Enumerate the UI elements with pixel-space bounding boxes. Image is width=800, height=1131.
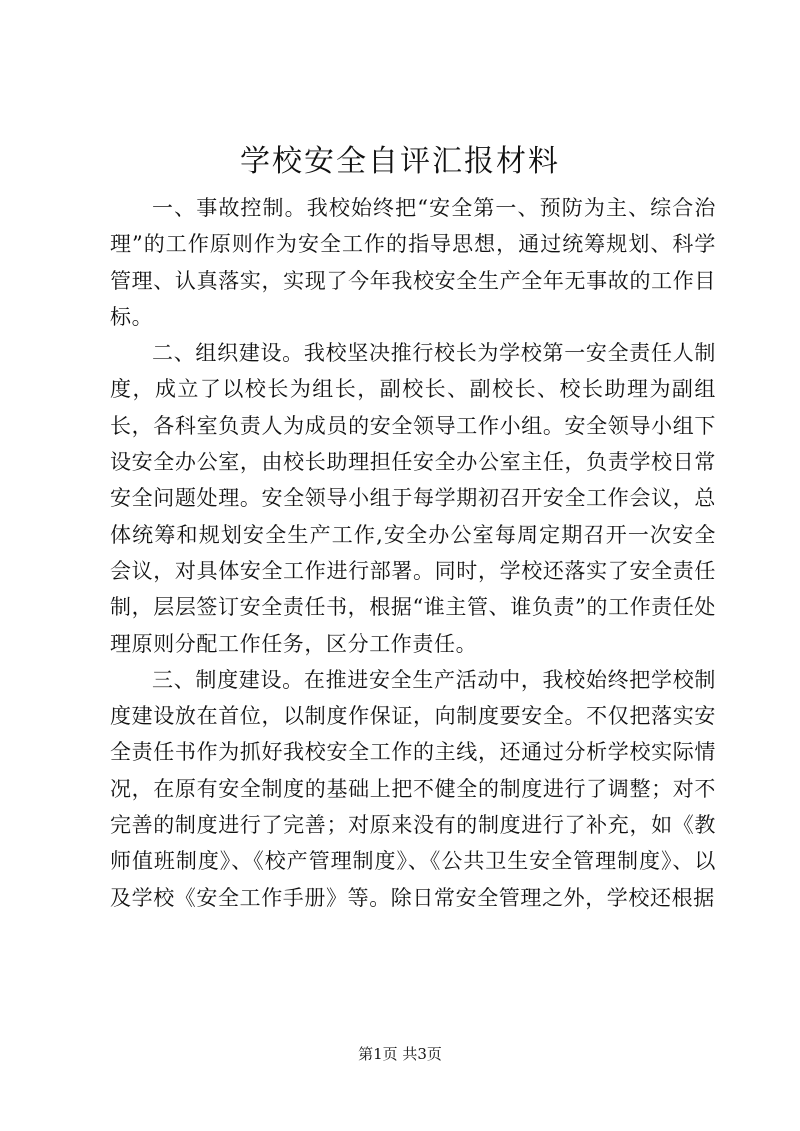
document-title: 学校安全自评汇报材料 [240,144,560,179]
document-body [110,190,716,916]
paragraph-system-building: 三、制度建设。在推进安全生产活动中，我校始终把学校制度建设放在首位，以制度作保证，向制度要安全。不仅把落实安全责任书作为抓好我校安全工作的主线，还通过分析学校实际情况，在原有安全制度的基础上把不健全的制度进行了调整；对不完善的制度进行了完善；对原来没有的制度进行了补充，如《教师值班制度》、《校产管理制度》、《公共卫生安全管理制度》、以及学校《安全工作手册》等。除日常安全管理之外，学校还根据 [110,667,716,910]
paragraph-accident-control: 一、事故控制。我校始终把“安全第一、预防为主、综合治理”的工作原则作为安全工作的指导思想，通过统筹规划、科学管理、认真落实，实现了今年我校安全生产全年无事故的工作目标。 [110,196,716,329]
paragraph-organization: 二、组织建设。我校坚决推行校长为学校第一安全责任人制度，成立了以校长为组长，副校长、副校长、校长助理为副组长，各科室负责人为成员的安全领导工作小组。安全领导小组下设安全办公室，由校长助理担任安全办公室主任，负责学校日常安全问题处理。安全领导小组于每学期初召开安全工作会议，总体统筹和规划安全生产工作,安全办公室每周定期召开一次安全会议，对具体安全工作进行部署。同时，学校还落实了安全责任制，层层签订安全责任书，根据“谁主管、谁负责”的工作责任处理原则分配工作任务，区分工作责任。 [110,341,716,656]
page-footer: 第1页 共3页 [358,1045,442,1063]
